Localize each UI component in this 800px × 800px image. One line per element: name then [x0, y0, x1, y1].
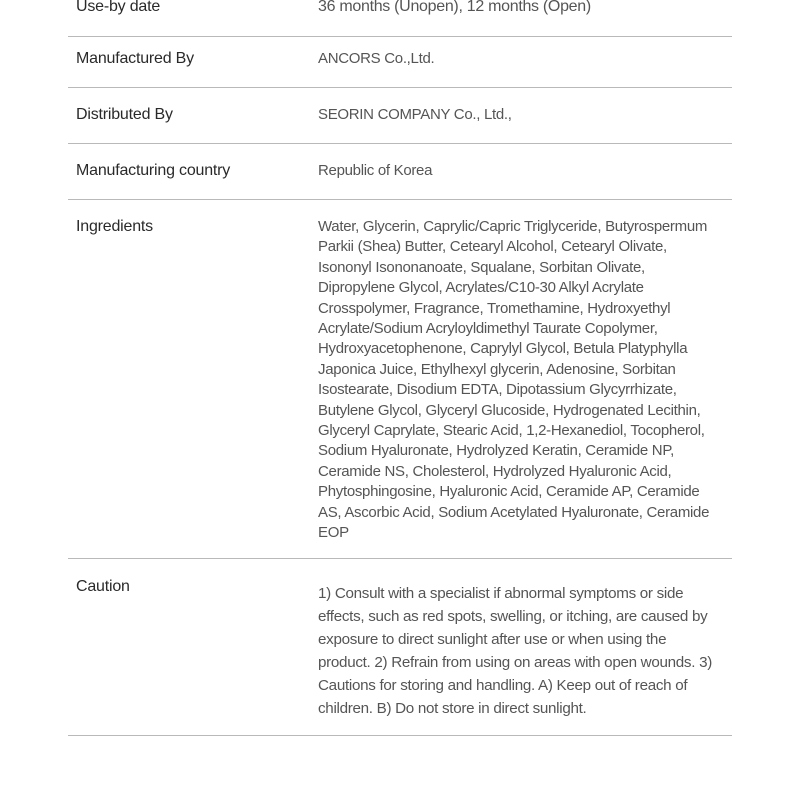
row-divider: [298, 143, 732, 144]
row-divider: [68, 143, 302, 144]
caution-value: 1) Consult with a specialist if abnormal symptoms or side effects, such as red spots, swelling, or itching, are caused by exposure to direct sunlight after use or when using the product. 2) Refrain from using on areas with open wounds. 3) Cautions for storing and handling. A) Keep out of reach of children. B) Do not store in direct sunlight.: [318, 585, 712, 717]
row-divider: [68, 36, 302, 37]
use-by-date-value: 36 months (Unopen), 12 months (Open): [318, 0, 591, 15]
row-divider: [298, 87, 732, 88]
row-divider: [298, 36, 732, 37]
distributed-by-label: Distributed By: [76, 106, 173, 123]
row-divider: [298, 199, 732, 200]
ingredients-label: Ingredients: [76, 218, 153, 235]
manufactured-by-label: Manufactured By: [76, 50, 194, 67]
use-by-date-label: Use-by date: [76, 0, 161, 15]
manufactured-by-value: ANCORS Co.,Ltd.: [318, 50, 435, 67]
row-divider: [68, 199, 302, 200]
manufacturing-country-value: Republic of Korea: [318, 162, 433, 179]
manufacturing-country-label: Manufacturing country: [76, 162, 231, 179]
caution-label: Caution: [76, 578, 130, 595]
ingredients-value: Water, Glycerin, Caprylic/Capric Triglyceride, Butyrospermum Parkii (Shea) Butter, Cetearyl Alcohol, Cetearyl Olivate, Isononyl Isononanoate, Squalane, Sorbitan Olivate, Dipropylene Glycol, Acrylates/C10-30 Alkyl Acrylate Crosspolymer, Fragrance, Tromethamine, Hydroxyethyl Acrylate/Sodium Acryloyldimethyl Taurate Copolymer, Hydroxyacetophenone, Caprylyl Glycol, Betula Platyphylla Japonica Juice, Ethylhexyl glycerin, Adenosine, Sorbitan Isostearate, Disodium EDTA, Dipotassium Glycyrrhizate, Butylene Glycol, Glyceryl Glucoside, Hydrogenated Lecithin, Glyceryl Caprylate, Stearic Acid, 1,2-Hexanediol, Tocopherol, Sodium Hyaluronate, Hydrolyzed Keratin, Ceramide NP, Ceramide NS, Cholesterol, Hydrolyzed Hyaluronic Acid, Phytosphingosine, Hyaluronic Acid, Ceramide AP, Ceramide AS, Ascorbic Acid, Sodium Acetylated Hyaluronate, Ceramide EOP: [318, 218, 710, 542]
distributed-by-value: SEORIN COMPANY Co., Ltd.,: [318, 106, 512, 123]
row-divider: [68, 735, 732, 736]
row-divider: [68, 87, 302, 88]
row-divider: [68, 558, 732, 559]
